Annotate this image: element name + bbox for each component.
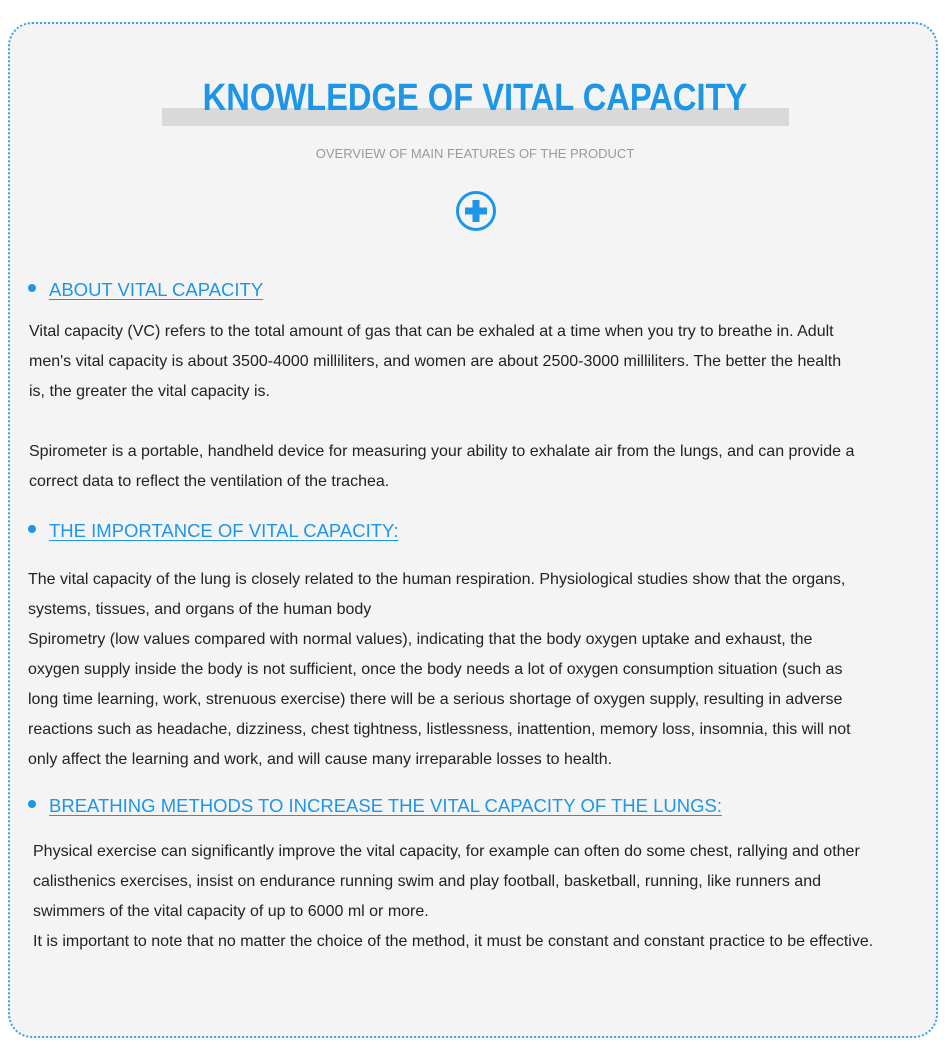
text-line: oxygen supply inside the body is not sufficient, once the body needs a lot of oxygen consumption situation (such as [28,661,843,678]
text-line: systems, tissues, and organs of the human body [28,601,372,618]
section-heading-importance [28,520,399,542]
section-body-breathing [33,837,873,957]
text-line: correct data to reflect the ventilation of the trachea. [29,473,390,490]
section-body-about [29,317,854,497]
page-subtitle: OVERVIEW OF MAIN FEATURES OF THE PRODUCT [315,146,635,161]
text-line [29,407,854,437]
section-heading-breathing [28,795,722,817]
bullet-dot-icon [28,800,36,808]
text-line: men's vital capacity is about 3500-4000 milliliters, and women are about 2500-3000 milliliters. The better the health [29,353,842,370]
plus-circle-icon [455,190,497,232]
text-line: Spirometry (low values compared with normal values), indicating that the body oxygen uptake and exhaust, the [28,631,813,648]
text-line: It is important to note that no matter the choice of the method, it must be constant and constant practice to be effective. [33,933,874,950]
text-line: is, the greater the vital capacity is. [29,383,270,400]
section-title-about: ABOUT VITAL CAPACITY [49,279,264,300]
bullet-dot-icon [28,284,36,292]
section-body-importance [28,565,851,775]
section-title-breathing: BREATHING METHODS TO INCREASE THE VITAL CAPACITY OF THE LUNGS: [49,795,722,816]
section-heading-about [28,279,263,301]
text-line: swimmers of the vital capacity of up to 6000 ml or more. [33,903,429,920]
text-line: reactions such as headache, dizziness, chest tightness, listlessness, inattention, memory loss, insomnia, this will not [28,721,851,738]
text-line: Vital capacity (VC) refers to the total amount of gas that can be exhaled at a time when you try to breathe in. Adult [29,323,834,340]
text-line: The vital capacity of the lung is closely related to the human respiration. Physiological studies show that the organs, [28,571,846,588]
text-line: Spirometer is a portable, handheld device for measuring your ability to exhalate air from the lungs, and can provide a [29,443,855,460]
text-line: Physical exercise can significantly improve the vital capacity, for example can often do some chest, rallying and other [33,843,860,860]
text-line: long time learning, work, strenuous exercise) there will be a serious shortage of oxygen supply, resulting in adverse [28,691,843,708]
text-line: calisthenics exercises, insist on endurance running swim and play football, basketball, running, like runners and [33,873,821,890]
section-title-importance: THE IMPORTANCE OF VITAL CAPACITY: [49,520,399,541]
bullet-dot-icon [28,525,36,533]
page-title: KNOWLEDGE OF VITAL CAPACITY [202,77,748,119]
text-line: only affect the learning and work, and will cause many irreparable losses to health. [28,751,613,768]
